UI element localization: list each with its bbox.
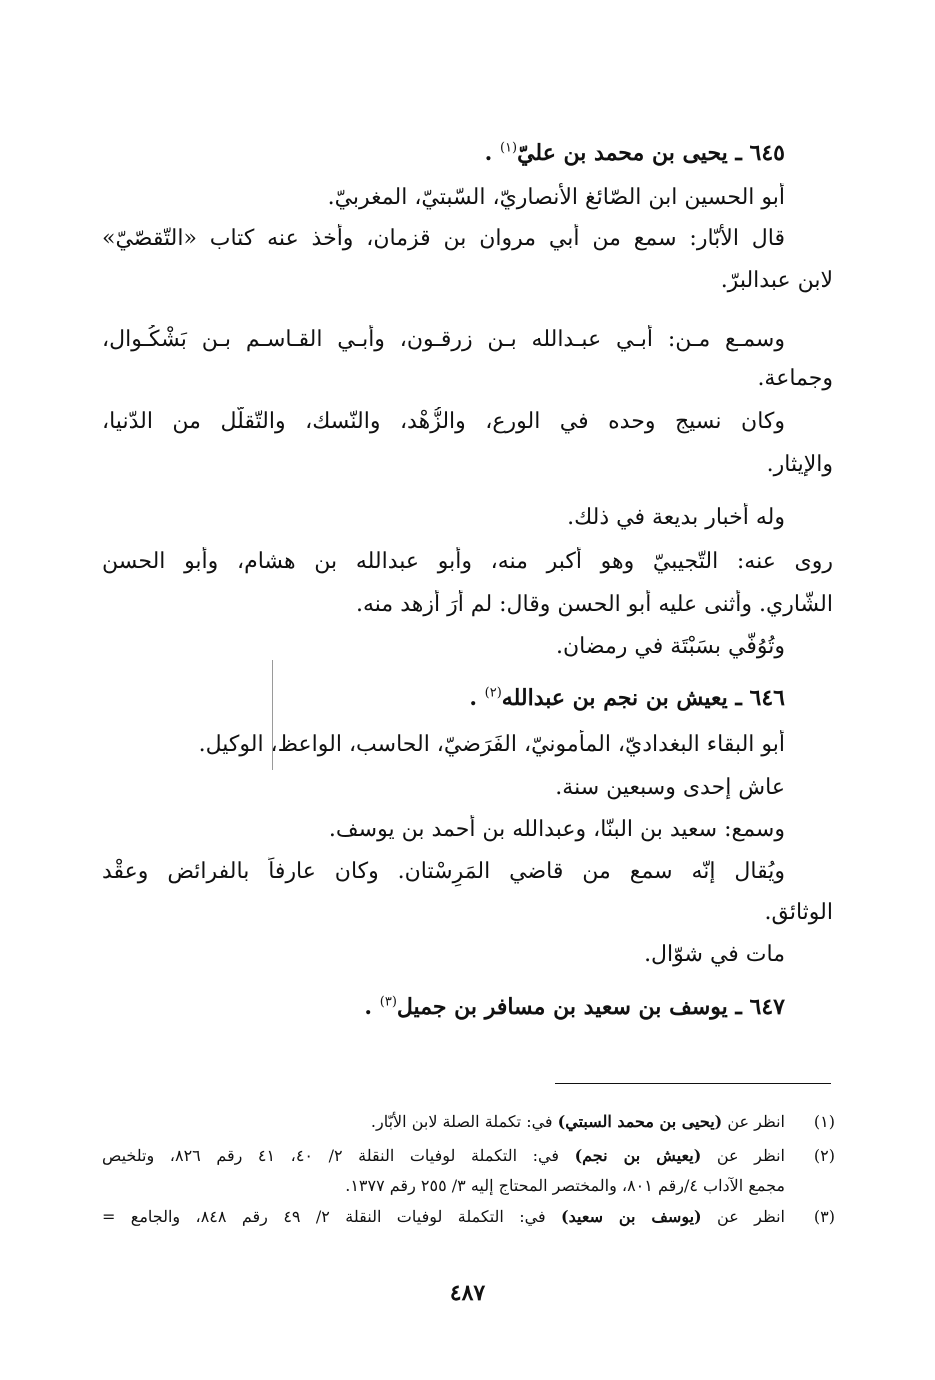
entry-645-line-10: الشّاري. وأثنى عليه أبو الحسن وقال: لم أرَ أزهد منه.: [355, 592, 833, 617]
footnote-ref-2[interactable]: (٢): [484, 685, 502, 701]
entry-heading-645: ٦٤٥ ـ يحيى بن محمد بن عليّ$^{(١)}$ .: [484, 140, 785, 166]
entry-646-line-6: مات في شوّال.: [644, 942, 785, 967]
entry-645-line-9: روى عنه: التّجيبيّ وهو أكبر منه، وأبو عبدالله بن هشام، وأبو الحسن: [102, 549, 833, 574]
footnote-ref-3[interactable]: (٣): [379, 994, 397, 1010]
scan-artifact-line: [272, 660, 273, 770]
entry-645-line-6: وكان نسيج وحده في الورع، والزُّهْد، والنّسك، والتّقلُّل من الدّنيا،: [102, 409, 785, 434]
entry-heading-647: ٦٤٧ ـ يوسف بن سعيد بن مسافر بن جميل$^{(٣)}$ .: [364, 994, 785, 1020]
footnote-3-text: انظر عن (يوسف بن سعيد) في: التكملة لوفيات النقلة ٢/ ٤٩ رقم ٨٤٨، والجامع =: [102, 1207, 785, 1226]
entry-646-line-3: وسمع: سعيد بن البنّا، وعبدالله بن أحمد بن يوسف.: [328, 817, 785, 842]
footnote-number-3: (٣): [813, 1207, 835, 1226]
footnote-2-text: انظر عن (يعيش بن نجم) في: التكملة لوفيات النقلة ٢/ ٤٠، ٤١ رقم ٨٢٦، وتلخيص: [102, 1146, 785, 1165]
footnote-number-1: (١): [813, 1112, 835, 1131]
entry-646-line-4: ويُقال إنّه سمع من قاضي المَرِسْتان. وكان عارفاً بالفرائض وعقْد: [102, 859, 785, 884]
footnote-ref-1[interactable]: (١): [499, 140, 518, 156]
entry-645-line-8: وله أخبار بديعة في ذلك.: [567, 505, 785, 530]
entry-646-line-5: الوثائق.: [764, 900, 833, 925]
entry-645-line-7: والإيثار.: [766, 452, 833, 477]
entry-645-line-4: وسمـع مـن: أبـي عبـدالله بـن زرقـون، وأبـي القـاسـم بـن بَشْكُـوال،: [102, 327, 785, 352]
entry-645-line-1: أبو الحسين ابن الصّائغ الأنصاريّ، السّبتيّ، المغربيّ.: [327, 185, 785, 210]
entry-646-line-2: عاش إحدى وسبعين سنة.: [555, 775, 785, 800]
entry-645-line-5: وجماعة.: [757, 366, 833, 391]
footnote-number-2: (٢): [813, 1146, 835, 1165]
footnote-2-continuation: مجمع الآداب ٤/رقم ٨٠١، والمختصر المحتاج إليه ٣/ ٢٥٥ رقم ١٣٧٧.: [345, 1176, 785, 1195]
footnote-separator: [555, 1083, 831, 1084]
entry-heading-646: ٦٤٦ ـ يعيش بن نجم بن عبدالله$^{(٢)}$ .: [469, 685, 785, 711]
entry-646-line-1: أبو البقاء البغداديّ، المأمونيّ، الفَرَضيّ، الحاسب، الواعظ، الوكيل.: [198, 732, 785, 757]
entry-645-line-3: لابن عبدالبرّ.: [720, 268, 833, 293]
entry-645-line-11: وتُوُفّي بسَبْتَة في رمضان.: [556, 634, 785, 659]
entry-645-line-2: قال الأَبّار: سمع من أبي مروان بن قزمان، وأخذ عنه كتاب «التّقصّيّ»: [102, 226, 785, 251]
footnote-1-text: انظر عن (يحيى بن محمد السبتي) في: تكملة الصلة لابن الأبّار.: [370, 1112, 785, 1131]
page-number: ٤٨٧: [449, 1280, 486, 1306]
